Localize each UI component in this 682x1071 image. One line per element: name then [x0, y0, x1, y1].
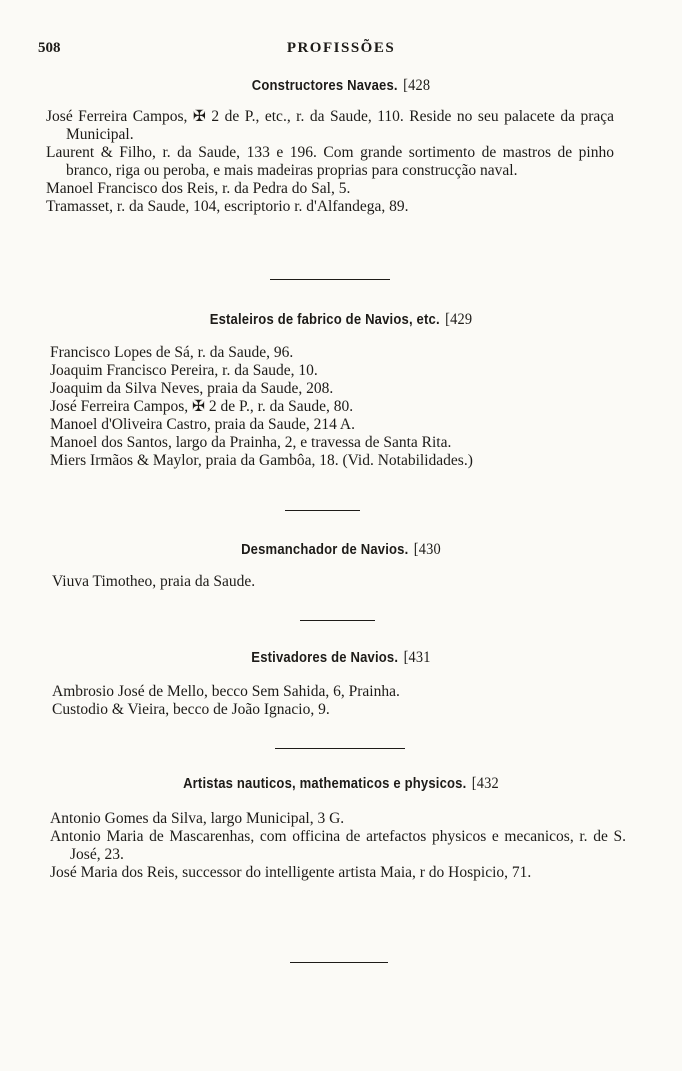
heading-text: Constructores Navaes.: [251, 78, 398, 94]
divider: [290, 962, 388, 963]
section-heading: [34, 76, 648, 96]
section-heading: [34, 648, 648, 668]
section-heading: [34, 774, 648, 794]
running-head: PROFISSÕES: [286, 40, 396, 56]
section-number: [432: [471, 775, 499, 792]
list-item: Manoel d'Oliveira Castro, praia da Saude, 214 A.: [50, 416, 355, 433]
section-number: [428: [403, 77, 431, 94]
list-item: Manoel dos Santos, largo da Prainha, 2, e travessa de Santa Rita.: [50, 434, 452, 451]
page-number: 508: [38, 40, 61, 56]
section-constructores-navaes: [0, 76, 682, 216]
list-item: José Ferreira Campos, ✠ 2 de P., r. da Saude, 80.: [50, 398, 354, 415]
section-number: [431: [403, 649, 431, 666]
divider: [270, 279, 390, 280]
heading-text: Estaleiros de fabrico de Navios, etc.: [209, 312, 440, 328]
heading-text: Artistas nauticos, mathematicos e physicos.: [183, 776, 467, 792]
list-item: Antonio Gomes da Silva, largo Municipal, 3 G.: [50, 810, 345, 827]
list-item: Antonio Maria de Mascarenhas, com officina de artefactos physicos e mecanicos, r. de S. José, 23.: [50, 828, 626, 863]
section-estaleiros: [0, 310, 682, 470]
divider: [300, 620, 375, 621]
list-item: Laurent & Filho, r. da Saude, 133 e 196. Com grande sortimento de mastros de pinho branco, riga ou peroba, e mais madeiras proprias para construcção naval.: [46, 144, 614, 179]
list-item: Viuva Timotheo, praia da Saude.: [52, 573, 256, 590]
divider: [285, 510, 360, 511]
section-heading: [34, 310, 648, 330]
heading-text: Desmanchador de Navios.: [241, 542, 409, 558]
list-item: José Maria dos Reis, successor do intelligente artista Maia, r do Hospicio, 71.: [50, 864, 532, 881]
list-item: José Ferreira Campos, ✠ 2 de P., etc., r. da Saude, 110. Reside no seu palacete da praça Municipal.: [46, 108, 614, 143]
list-item: Miers Irmãos & Maylor, praia da Gambôa, 18. (Vid. Notabilidades.): [50, 452, 473, 469]
list-item: Manoel Francisco dos Reis, r. da Pedra do Sal, 5.: [46, 180, 351, 197]
list-item: Tramasset, r. da Saude, 104, escriptorio r. d'Alfandega, 89.: [46, 198, 409, 215]
section-artistas-nauticos: [0, 774, 682, 882]
list-item: Joaquim Francisco Pereira, r. da Saude, 10.: [50, 362, 318, 379]
list-item: Custodio & Vieira, becco de João Ignacio, 9.: [52, 701, 330, 718]
list-item: Ambrosio José de Mello, becco Sem Sahida, 6, Prainha.: [52, 683, 400, 700]
section-estivadores: [0, 648, 682, 719]
list-item: Francisco Lopes de Sá, r. da Saude, 96.: [50, 344, 294, 361]
section-number: [430: [413, 541, 441, 558]
section-desmanchador: [0, 540, 682, 591]
section-heading: [34, 540, 648, 560]
heading-text: Estivadores de Navios.: [251, 650, 399, 666]
list-item: Joaquim da Silva Neves, praia da Saude, 208.: [50, 380, 334, 397]
section-number: [429: [445, 311, 473, 328]
divider: [275, 748, 405, 749]
